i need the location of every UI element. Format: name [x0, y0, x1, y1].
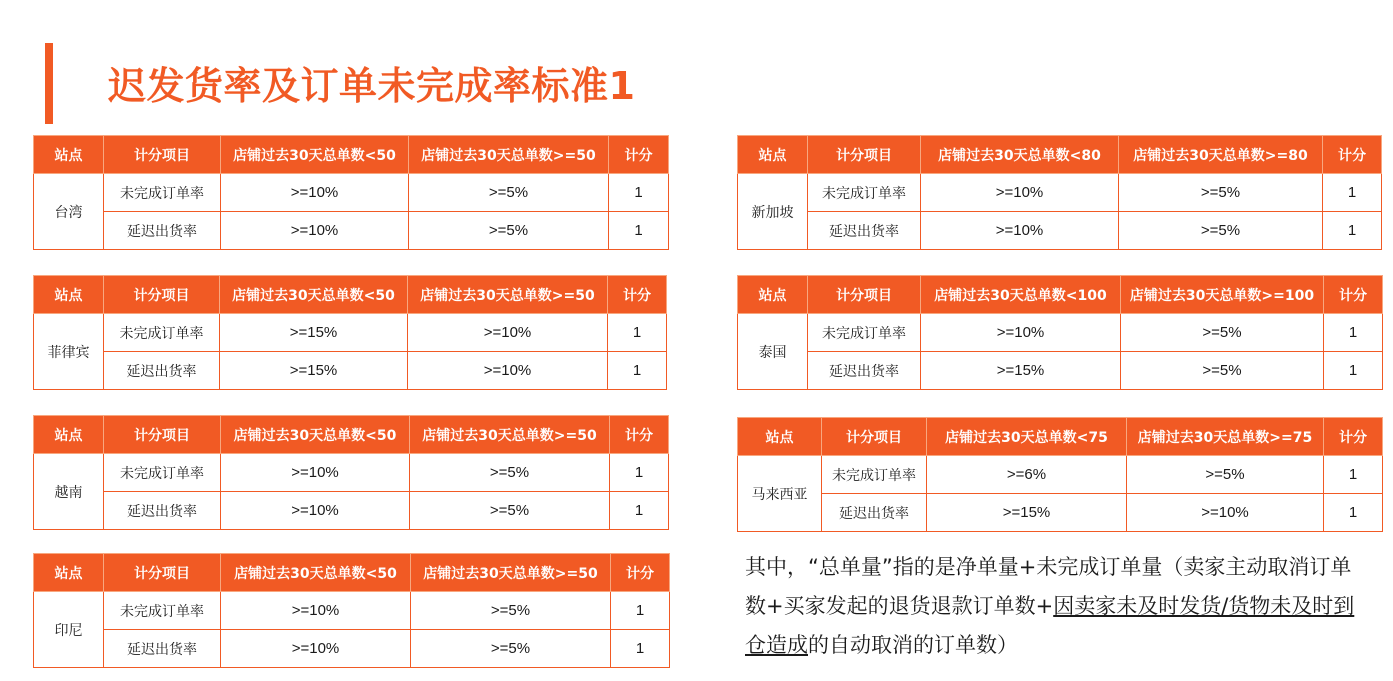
table-row — [34, 314, 667, 352]
low-threshold-cell: >=10% — [921, 212, 1119, 250]
header-score: 计分 — [1324, 418, 1383, 456]
header-score: 计分 — [610, 416, 669, 454]
standard-table — [33, 275, 667, 390]
site-cell: 台湾 — [34, 174, 104, 250]
header-site: 站点 — [34, 554, 104, 592]
high-threshold-cell: >=5% — [1119, 174, 1323, 212]
header-score: 计分 — [1323, 136, 1382, 174]
site-cell: 泰国 — [738, 314, 808, 390]
low-threshold-cell: >=15% — [921, 352, 1121, 390]
table-row — [34, 592, 670, 630]
header-score: 计分 — [608, 276, 667, 314]
high-threshold-cell: >=5% — [1127, 456, 1324, 494]
table-row — [34, 174, 669, 212]
standard-table — [737, 135, 1382, 250]
header-item: 计分项目 — [808, 136, 921, 174]
high-threshold-cell: >=5% — [411, 630, 611, 668]
standard-table — [33, 135, 669, 250]
score-cell: 1 — [609, 212, 669, 250]
header-score: 计分 — [1324, 276, 1383, 314]
low-threshold-cell: >=6% — [927, 456, 1127, 494]
score-cell: 1 — [1324, 494, 1383, 532]
item-cell: 延迟出货率 — [808, 352, 921, 390]
high-threshold-cell: >=5% — [410, 454, 610, 492]
header-item: 计分项目 — [822, 418, 927, 456]
header-site: 站点 — [738, 136, 808, 174]
table-row — [34, 352, 667, 390]
high-threshold-cell: >=5% — [1121, 314, 1324, 352]
header-threshold-low: 店铺过去30天总单数<80 — [921, 136, 1119, 174]
header-site: 站点 — [34, 136, 104, 174]
item-cell: 未完成订单率 — [822, 456, 927, 494]
header-threshold-low: 店铺过去30天总单数<50 — [220, 276, 408, 314]
table-header-row — [34, 554, 670, 592]
table-row — [738, 174, 1382, 212]
item-cell: 未完成订单率 — [104, 454, 221, 492]
header-item: 计分项目 — [104, 276, 220, 314]
definition-note — [745, 548, 1365, 665]
item-cell: 延迟出货率 — [808, 212, 921, 250]
low-threshold-cell: >=10% — [921, 314, 1121, 352]
table-row — [738, 314, 1383, 352]
high-threshold-cell: >=5% — [1119, 212, 1323, 250]
site-cell: 菲律宾 — [34, 314, 104, 390]
item-cell: 未完成订单率 — [104, 314, 220, 352]
header-site: 站点 — [34, 276, 104, 314]
table-row — [34, 492, 669, 530]
item-cell: 未完成订单率 — [808, 174, 921, 212]
score-cell: 1 — [608, 352, 667, 390]
table-row — [738, 352, 1383, 390]
high-threshold-cell: >=5% — [411, 592, 611, 630]
table-header-row — [738, 418, 1383, 456]
header-threshold-low: 店铺过去30天总单数<50 — [221, 554, 411, 592]
standard-table — [737, 275, 1383, 390]
table-header-row — [34, 416, 669, 454]
low-threshold-cell: >=10% — [221, 592, 411, 630]
score-cell: 1 — [1324, 314, 1383, 352]
header-item: 计分项目 — [808, 276, 921, 314]
score-cell: 1 — [611, 630, 670, 668]
table-row — [34, 630, 670, 668]
table-row — [738, 456, 1383, 494]
header-threshold-low: 店铺过去30天总单数<75 — [927, 418, 1127, 456]
item-cell: 延迟出货率 — [822, 494, 927, 532]
high-threshold-cell: >=10% — [1127, 494, 1324, 532]
note-underlined-text: 因卖家未及时发货/货物未及时到仓造成 — [745, 594, 1355, 657]
header-threshold-high: 店铺过去30天总单数>=80 — [1119, 136, 1323, 174]
table-row — [738, 212, 1382, 250]
low-threshold-cell: >=10% — [221, 174, 409, 212]
item-cell: 未完成订单率 — [104, 592, 221, 630]
header-item: 计分项目 — [104, 136, 221, 174]
header-score: 计分 — [609, 136, 669, 174]
header-site: 站点 — [738, 276, 808, 314]
low-threshold-cell: >=15% — [220, 352, 408, 390]
header-threshold-low: 店铺过去30天总单数<50 — [221, 416, 410, 454]
header-score: 计分 — [611, 554, 670, 592]
low-threshold-cell: >=15% — [220, 314, 408, 352]
table-header-row — [34, 276, 667, 314]
header-threshold-low: 店铺过去30天总单数<50 — [221, 136, 409, 174]
table-row — [738, 494, 1383, 532]
site-cell: 越南 — [34, 454, 104, 530]
high-threshold-cell: >=5% — [410, 492, 610, 530]
header-threshold-high: 店铺过去30天总单数>=50 — [411, 554, 611, 592]
high-threshold-cell: >=10% — [408, 314, 608, 352]
site-cell: 新加坡 — [738, 174, 808, 250]
standard-table — [737, 417, 1383, 532]
table-row — [34, 454, 669, 492]
header-threshold-low: 店铺过去30天总单数<100 — [921, 276, 1121, 314]
item-cell: 延迟出货率 — [104, 212, 221, 250]
score-cell: 1 — [610, 492, 669, 530]
note-text: 其中，“总单量”指的是净单量+未完成订单量（卖家主动取消订单数+买家发起的退货退款订单数+ — [745, 555, 1352, 618]
high-threshold-cell: >=5% — [1121, 352, 1324, 390]
score-cell: 1 — [1324, 352, 1383, 390]
site-cell: 印尼 — [34, 592, 104, 668]
item-cell: 延迟出货率 — [104, 352, 220, 390]
header-threshold-high: 店铺过去30天总单数>=50 — [409, 136, 609, 174]
high-threshold-cell: >=5% — [409, 212, 609, 250]
standard-table — [33, 553, 670, 668]
standard-table — [33, 415, 669, 530]
low-threshold-cell: >=10% — [221, 630, 411, 668]
item-cell: 延迟出货率 — [104, 630, 221, 668]
title-accent-bar — [45, 43, 53, 124]
header-item: 计分项目 — [104, 554, 221, 592]
low-threshold-cell: >=10% — [221, 454, 410, 492]
site-cell: 马来西亚 — [738, 456, 822, 532]
score-cell: 1 — [1324, 456, 1383, 494]
low-threshold-cell: >=15% — [927, 494, 1127, 532]
score-cell: 1 — [610, 454, 669, 492]
header-item: 计分项目 — [104, 416, 221, 454]
header-threshold-high: 店铺过去30天总单数>=50 — [410, 416, 610, 454]
table-row — [34, 212, 669, 250]
header-threshold-high: 店铺过去30天总单数>=100 — [1121, 276, 1324, 314]
score-cell: 1 — [611, 592, 670, 630]
score-cell: 1 — [609, 174, 669, 212]
high-threshold-cell: >=5% — [409, 174, 609, 212]
low-threshold-cell: >=10% — [221, 492, 410, 530]
table-header-row — [738, 136, 1382, 174]
note-text-end: 的自动取消的订单数） — [808, 633, 1018, 657]
low-threshold-cell: >=10% — [921, 174, 1119, 212]
score-cell: 1 — [1323, 212, 1382, 250]
low-threshold-cell: >=10% — [221, 212, 409, 250]
score-cell: 1 — [1323, 174, 1382, 212]
header-threshold-high: 店铺过去30天总单数>=75 — [1127, 418, 1324, 456]
header-site: 站点 — [738, 418, 822, 456]
header-site: 站点 — [34, 416, 104, 454]
item-cell: 未完成订单率 — [808, 314, 921, 352]
table-header-row — [34, 136, 669, 174]
item-cell: 延迟出货率 — [104, 492, 221, 530]
item-cell: 未完成订单率 — [104, 174, 221, 212]
high-threshold-cell: >=10% — [408, 352, 608, 390]
page-title: 迟发货率及订单未完成率标准1 — [108, 64, 636, 108]
score-cell: 1 — [608, 314, 667, 352]
header-threshold-high: 店铺过去30天总单数>=50 — [408, 276, 608, 314]
table-header-row — [738, 276, 1383, 314]
